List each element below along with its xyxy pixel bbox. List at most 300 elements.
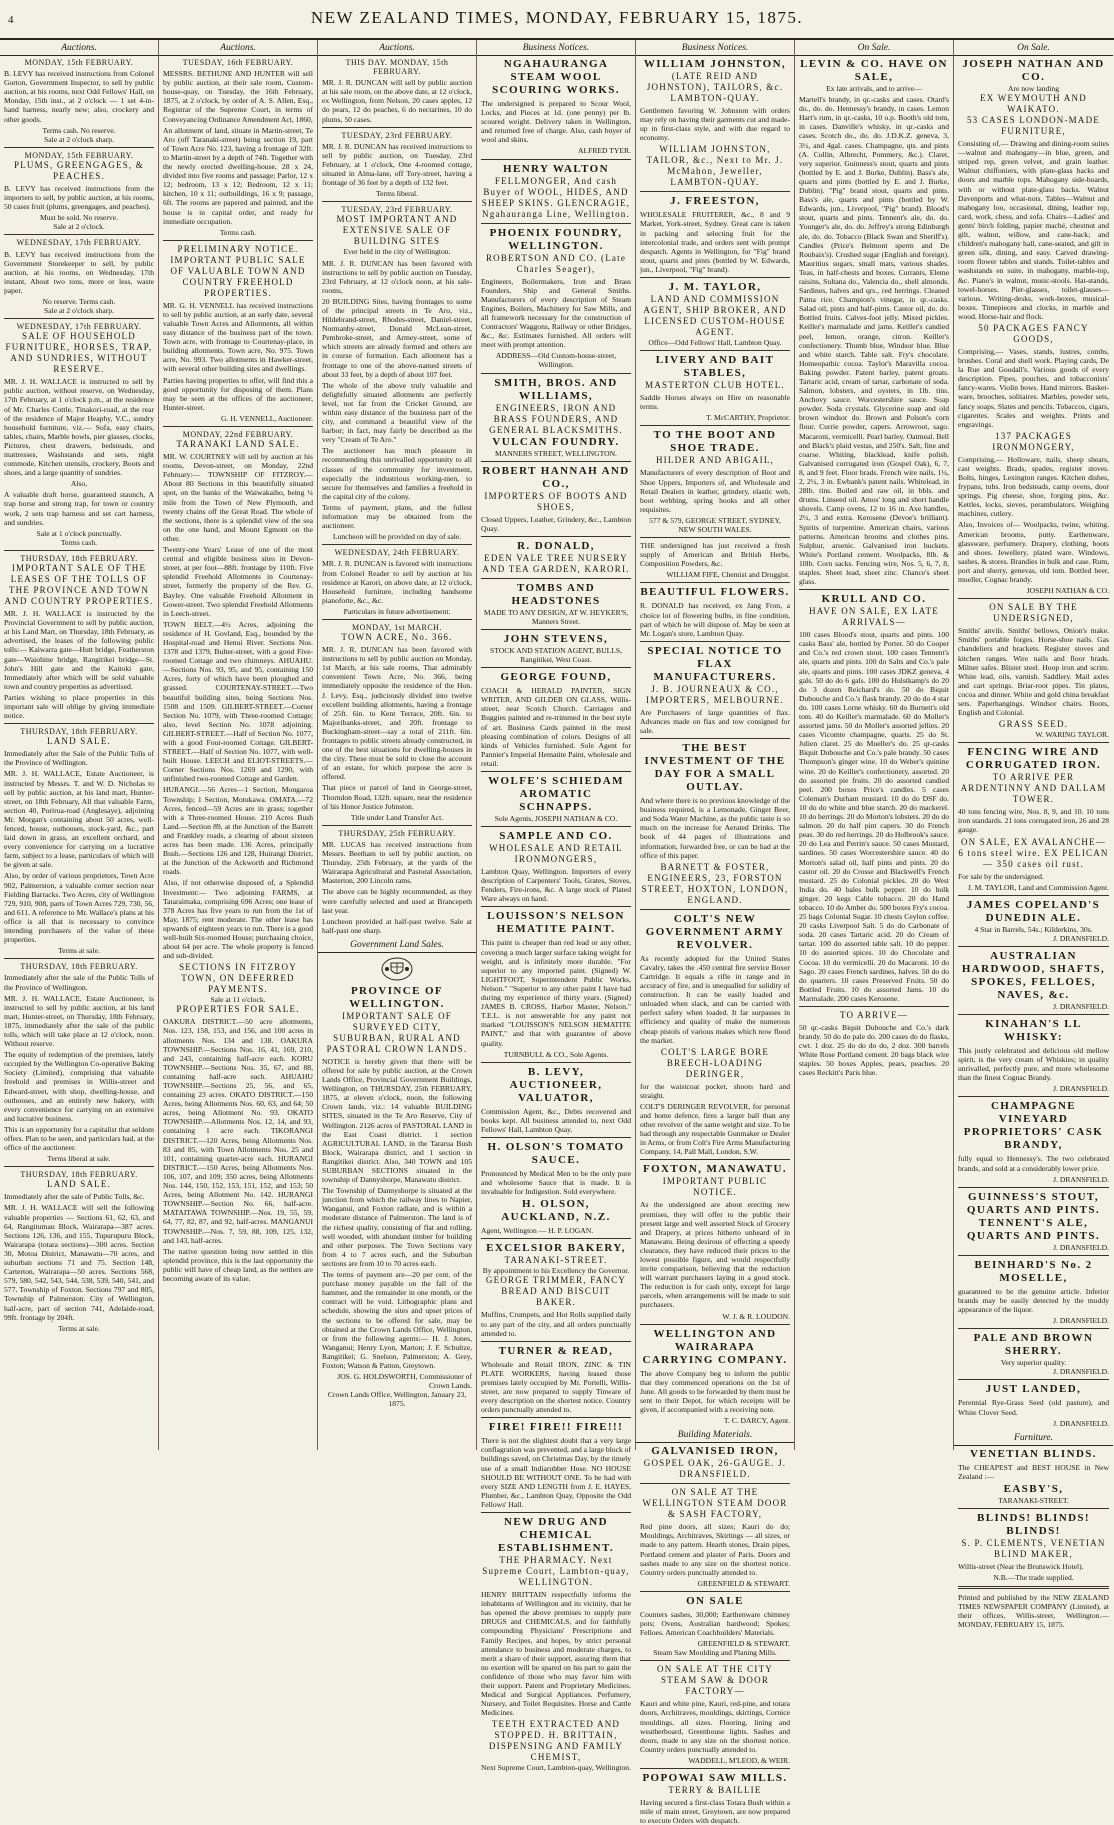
column-header: Business Notices. — [636, 42, 794, 56]
advert-heading: LAND SALE. — [47, 1179, 111, 1190]
advert-headline: TOMBS AND HEADSTONES — [511, 581, 601, 607]
section-header: Building Materials. — [636, 1429, 794, 1443]
advert-body: The whole of the above truly valuable and delightfully situated allotments are perfectly level, not far from the Cricket Ground, are within easy distance of the business part of the city, and command a beautiful view of the harbor; in fact, may fairly be described as the very "Cream of Te Aro." — [322, 380, 472, 445]
advert-note: Ex late arrivals, and to arrive— — [826, 84, 922, 93]
advert-heading: ON SALE BY THE UNDERSIGNED, — [989, 602, 1078, 624]
advert-headline: AUSTRALIAN HARDWOOD, SHAFTS, SPOKES, FELLOES, NAVES, &c. — [961, 949, 1106, 1001]
advert-headline: HENRY WALTON — [503, 162, 609, 175]
advert-note: Terms at sale. — [58, 1323, 100, 1333]
page-title: NEW ZEALAND TIMES, MONDAY, FEBRUARY 15, 1875. — [310, 8, 804, 27]
advert-body: TOWN BELT.—4½ Acres, adjoining the residence of H. Govland, Esq., bounded by the Hospital-road and Henui River. Sections Nos. 1378 and 1379, Bulter-street, with a good Five-roomed Cottage and two chimneys. AHUAHU.—Sections Nos. 93, 95, and 95, containing 150 Acres, forty of which have been ploughed and grassed. COURTENAY-STREET.—Two beautiful building sites, being Sections Nos. 1508 and 1509. GILBERT-STREET.—Corner Section No. 1079, with Three-roomed Cottage; also, level Section No. 1078 adjoining. GILBERT-STREET.—Half of Section No. 1077, with a good Four-roomed Cottage. GILBERT-STREET.—Half of Section No. 1077, with well-built House. LEECH and ELIOT-STREETS.—Corner Sections Nos. 1269 and 1290, with unfinished two-roomed Cottage and Garden. — [163, 619, 313, 784]
divider — [322, 825, 472, 826]
divider — [481, 906, 631, 907]
advert-note: Luncheon will be provided on day of sale. — [332, 532, 462, 542]
advert-date: WEDNESDAY, 17th FEBRUARY. — [16, 238, 142, 248]
advert-headline: B. LEVY, AUCTIONEER, VALUATOR, — [509, 1065, 603, 1104]
advert-headline: PHOENIX FOUNDRY, WELLINGTON. — [489, 226, 623, 252]
advert-date: THIS DAY. MONDAY, 15th FEBRUARY. — [345, 58, 449, 77]
advert-body: MR. J. R. DUNCAN will sell by public auction at his sale room, on the above date, at 12 o'clock, ex Wellington, from Nelson, 20 cases apples, 12 do pears, 12 do peaches, 6 do nectarines, 10 do plums, 50 cases. — [322, 78, 472, 124]
advert-headline: VULCAN FOUNDRY. — [492, 435, 620, 448]
advert-heading: PROPERTIES FOR SALE. — [176, 1004, 300, 1015]
advert-headline: WILLIAM JOHNSTON, — [643, 58, 787, 70]
advert-body: fully equal to Hennessy's. The two celebrated brands, and sold at a considerably lower price. — [958, 1154, 1109, 1173]
advert-body: For sale by the undersigned. — [958, 871, 1044, 881]
column-7 — [954, 40, 1113, 1630]
advert-body: The auctioneer has much pleasure in recommending this unrivalled opportunity to all classes of the community for investment, especially the industrious working-men, to secure for themselves and families a freehold in the capital city of the colony. — [322, 446, 472, 501]
advert-note: Sale at 1 o'clock punctually. — [36, 528, 122, 538]
advert-note: Sale at 2 o'clock. — [53, 222, 105, 232]
advert-body: MR. J. H. WALLACE, Estate Auctioneer, is instructed by Messrs. T. and W. D. Nicholas to sell by public auction, at his land mart, Hunter-street, on 18th February, All that valuable Farm, section 40, Porirua-road (Anglesaye), adjoining Mr. Morgan's containing about 50 acres, well-fenced, house, outhouses, stock-yard, &c., part laid down in grass, an excellent orchard, and every convenience for carrying on a lucrative farm, subject to a lease, particulars of which will be given at sale. — [4, 769, 154, 870]
advert-body: guaranteed to be the genuine article. Inferior brands may be easily detected by the muddy appearance of the liquor. — [958, 1286, 1109, 1315]
advert-headline: TO THE BOOT AND SHOE TRADE. — [653, 429, 777, 455]
advert-headline: SAMPLE AND CO. — [499, 830, 613, 843]
divider — [481, 1341, 631, 1342]
advert-body: Gentlemen favoring W. Johnston with orders may rely on having their garments cut and made-up in first-class style, and with due regard to economy. — [640, 106, 790, 143]
advert-note: Terms cash. — [60, 537, 98, 547]
advert-headline: PROVINCE OF WELLINGTON. — [349, 984, 445, 1010]
advert-note: Must be sold. No reserve. — [39, 213, 119, 223]
advert-date: THURSDAY, 18th FEBRUARY. — [20, 1170, 138, 1180]
advert-headline: POPOWAI SAW MILLS. — [642, 1772, 788, 1784]
divider — [958, 1508, 1109, 1509]
advert-heading: J. B. JOURNEAUX & CO., IMPORTERS, MELBOURNE. — [646, 683, 784, 705]
advert-headline: KINAHAN'S LL WHISKY: — [985, 1018, 1082, 1043]
advert-note: Particulars in future advertisement. — [343, 606, 451, 616]
advert-body: This paint is cheaper than red lead or any other, covering a much larger surface taking weight for weight, and is infinitely more durable. "For superior to any imported paint. (Signed) W. LIGHTFOOT, Superintendent Public Works, Nelson." "Superior to any other paint I have had during my experience of thirty years. (Signed) JAMES B. CROSS, Harbor Master, Nelson." T.E.L. is not answerable for any paint not marked "LOUISSON'S NELSON HEMATITE PAINT," and that with guarantee of above quality. — [481, 938, 631, 1048]
advert-heading: 137 PACKAGES IRONMONGERY, — [992, 430, 1075, 452]
advert-note: MANNERS STREET, WELLINGTON. — [495, 448, 617, 458]
divider — [4, 147, 154, 148]
advert-body: Saddle Horses always on Hire on reasonable terms. — [640, 393, 790, 412]
advert-signature: J. DRANSFIELD. — [1053, 1242, 1109, 1252]
advert-body: MR. J. R. DUNCAN has been favored with instructions to sell by public auction on Tuesday, 23rd February, at 12 o'clock noon, at his sale-rooms, — [322, 258, 472, 295]
page-number: 4 — [8, 14, 14, 26]
advert-headline: VENETIAN BLINDS. — [970, 1447, 1097, 1460]
advert-headline: LIVERY AND BAIT STABLES, — [655, 354, 775, 380]
advert-body: MR. W. COURTNEY will sell by auction at his rooms, Devon-street, on Monday, 22nd February:— TOWNSHIP OF FITZROY.—About 80 Sections in this beautifully situated spot, on the banks of the Waiwakaiho, being ¼ mile from the Town of New Plymouth, and twenty chains off the Great Road. The whole of the sections, there is a splendid view of the sea on the one hand, and Mount Egmont on the other. — [163, 452, 313, 543]
advert-body: MR. LUCAS has received instructions from Messrs. Beetham to sell by public auction, on Thursday, 25th February, at the yards of the Wairarapa Agricultural and Pastoral Association, Masterton, 200 Lincoln rams. — [322, 839, 472, 886]
advert-signature: G. H. VENNELL, Auctioneer. — [220, 413, 313, 423]
advert-signature: W. J. & R. LOUDON. — [722, 1311, 790, 1321]
advert-body: As the undersigned are about erecting new premises, they will offer to the public their present large and well assorted Stock of Grocery and Drapery, at prices hitherto unheard of in Manawatu. Being desirous of effecting a speedy clearance, they have reduced their prices to the lowest possible figure, and would respectfully invite comparison, believing that the reduction will warrant purchasers laying in a good stock. The reduction is for cash only, except for large parcels, when arrangements will be made to suit purchasers. — [640, 1200, 790, 1310]
advert-body: MESSRS. BETHUNE AND HUNTER will sell by public auction, at their sale room, Custom-house-quay, on Tuesday, the 16th February, 1875, at 2 o'clock, by order of A. S. Allen, Esq., Registrar of the Supreme Court, in terms of Conveyancing Ordinance Amendment Act, 1860, — [163, 69, 313, 124]
advert-body: A valuable draft horse, guaranteed staunch, A trap horse and strong trap, for town or country work, 2 sets trap harness and set cart harness, and sundries. — [4, 490, 154, 527]
divider — [958, 1328, 1109, 1329]
advert-signature: GREENFIELD & STEWART. — [697, 1578, 790, 1588]
column-6 — [795, 40, 954, 1450]
divider — [322, 127, 472, 128]
advert-note: Terms liberal at sale. — [47, 1154, 111, 1164]
advert-note: Sale at 2 o'clock sharp. — [44, 306, 114, 316]
advert-body: This is an opportunity for a capitalist that seldom offers. Plan to be seen, and particulars had, at the office of the auctioneer. — [4, 1124, 154, 1153]
double-divider — [958, 1586, 1109, 1589]
advert-note: Office—Odd Fellows' Hall, Lambton Quay. — [648, 338, 782, 348]
advert-heading: MASTERTON CLUB HOTEL. — [645, 380, 785, 391]
advert-headline: KRULL AND CO. — [821, 593, 927, 606]
advert-headline: ON SALE — [686, 1594, 744, 1607]
divider — [958, 946, 1109, 947]
divider — [799, 1006, 949, 1007]
advert-body: 20 BUILDING Sites, having frontages to some of the principal streets in Te Aro, viz., Hildebrand-street, Rhodes-street, Daniel-street, Normanby-street, Donald McLean-street, Pembroke-street, and Armey-street, some of which streets are already formed and others are in course of formation. Each allotment has a frontage to one of the above-named streets of about 33 feet, by a depth of about 107 feet. — [322, 296, 472, 379]
divider — [640, 277, 790, 278]
advert-note: MADE TO ANY DESIGN, AT W. HEYKER'S, Manners Street. — [483, 607, 629, 626]
advert-headline: JAMES COPELAND'S DUNEDIN ALE. — [966, 898, 1101, 924]
advert-date: THURSDAY, 18th FEBRUARY. — [20, 727, 138, 737]
section-header: Government Land Sales. — [318, 939, 476, 953]
advert-headline: FENCING WIRE AND CORRUGATED IRON. — [965, 746, 1102, 772]
divider — [481, 536, 631, 537]
advert-note: Crown Lands Office, Wellington, January 23, 1875. — [327, 1390, 467, 1409]
advert-body: There is not the slightest doubt that a very large conflagration was prevented, and a large block of buildings saved, on Christmas Day, by the timely use of a small Indiarubber Hose. NO HOUSE SHOULD BE WITHOUT ONE. To be had with every SIZE AND LENGTH from J. E. HAYES, Plumber, &c., Lambton Quay, Opposite the Odd Fellows' Hall. — [481, 1436, 631, 1509]
advert-body: The Township of Dannyshorpe is situated at the junction from which the railway lines to Napier, Wanganui, and Foxton radiate, and is within a moderate distance of Palmerston. The land is of the richest quality, consisting of flat and rolling, well wooded, with abundant timber for building and other purposes. The Town Sections vary from 4 to 7 acres each, and the Suburban sections are from 10 to 70 acres each. — [322, 1186, 472, 1268]
advert-body: Commission Agent, &c., Debts recovered and books kept. All business attended to, next Odd Fellows' Hall, Lambton Quay. — [481, 1106, 631, 1134]
advert-heading: HAVE ON SALE, EX LATE ARRIVALS— — [809, 606, 939, 628]
advert-heading: GOSPEL OAK, 26-GAUGE. J. DRANSFIELD. — [643, 1458, 787, 1480]
advert-body: Willis-street (Near the Brunswick Hotel). — [958, 1561, 1084, 1571]
advert-headline: J. FREESTON, — [670, 195, 760, 208]
advert-heading: TO ARRIVE— — [839, 1010, 909, 1020]
divider — [640, 641, 790, 642]
divider — [640, 350, 790, 351]
advert-body: And where there is no previous knowledge of the business required, is a Lemonade, Ginger Beer, and Soda Water Machine, as the public taste is so much on the increase for Aerated Drinks. The book of 44 pages of illustrations and information, forwarded free, or can be had at the office of this paper. — [640, 796, 790, 860]
advert-note: ADDRESS—Old Custom-house-street, Wellington. — [495, 351, 617, 370]
advert-body: COACH & HERALD PAINTER, SIGN WRITER, AND GILDER ON GLASS, Willis-street, near Scotch Church. Carriages and Buggies painted and re-trimmed in the best style of art. Business Cards painted in the most pleasing combination of colors. Designs of all kinds of Vehicles furnished. Sole Agent for Pannier's Imperial Hematite Paint, wholesale and retail. — [481, 686, 631, 768]
advert-heading: ENGINEERS, IRON AND BRASS FOUNDERS, AND GENERAL BLACKSMITHS. — [489, 402, 623, 435]
divider — [163, 240, 313, 241]
advert-heading: TERRY & BAILLIE — [668, 1785, 762, 1795]
divider — [481, 578, 631, 579]
divider — [958, 1096, 1109, 1097]
advert-body: MR. J. R. DUNCAN has been favored with instructions to sell by public auction on Monday, 1st March, at his sale rooms, That admirably convenient Town Acre, No. 366, being immediately opposite the residence of the Hon. J. Levy, Esq., judiciously divided into twelve excellent building allotments, having a frontage of 25ft. 6in. to Kent Terrace, 20ft. 6in. to Majoribanks-street, and 20ft. frontage to Buckingham-street—say a total of 211ft. 6in. frontages to public streets already constructed, in one of the best situations for dwelling-houses in the city. These must be sold to close the account of an estate, for which purpose the acre is offered. — [322, 645, 472, 782]
advert-headline: J. M. TAYLOR, — [668, 281, 762, 294]
advert-heading: SECTIONS IN FITZROY TOWN, ON DEFERRED PAYMENTS. — [179, 962, 297, 995]
divider — [640, 1483, 790, 1484]
advert-headline: GALVANISED IRON, — [651, 1445, 779, 1458]
divider — [481, 1062, 631, 1063]
advert-date: TUESDAY, 23rd FEBRUARY. — [341, 130, 453, 140]
advert-heading: TOWN ACRE, No. 366. — [341, 632, 453, 643]
advert-heading: TARANAKI-STREET. — [504, 1255, 608, 1266]
advert-note: Next Supreme Court, Lambton-quay, Wellington. — [481, 1763, 631, 1773]
advert-heading: SALE OF HOUSEHOLD FURNITURE, HORSES, TRAP, AND SUNDRIES, WITHOUT RESERVE. — [5, 331, 153, 375]
advert-note: Title under Land Transfer Act. — [350, 812, 444, 822]
advert-signature: J. M. TAYLOR, Land and Commission Agent. — [967, 882, 1109, 892]
advert-body: Immediately after the Sale of the Public Tolls of the Province of Wellington. — [4, 749, 154, 768]
advert-body: Parties wishing to place properties in this important sale will oblige by giving immediate notice. — [4, 692, 154, 721]
advert-body: B. LEVY has received instructions from Colonel Gorton, Government Inspector, to sell by public auction, at his rooms, next Odd Fellows' Hall, on Monday, 15th inst., at 2 o'clock — 1 set 4-in-hand harness, nearly new; also, crockery and other goods. — [4, 69, 154, 124]
advert-body: The undersigned is prepared to Scour Wool, Locks, and Pieces at 1d. (one penny) per lb. scoured weight. Delivery taken in Wellington, and returned free of charge. Also, cash buyer of wool and skins. — [481, 99, 631, 145]
advert-body: MR. J. H. WALLACE is instructed to sell by public auction, without reserve, on Wednesday, 17th February, at 1 o'clock p.m., at the residence of Mr. Charles Cottle, Tinakori-road, at the rear of the residence of Major Heaphy, V.C., sundry household furniture, viz.— Sofa, easy chairs, tables, chairs, Marble bowls, pier glasses, clocks, Pictures, chest drawers, bedsteads, and mattresses, Washstands and sets, night commode, Kitchen utensils, crockery, Boots and shoes, and a large quantity of sundries. — [4, 377, 154, 478]
advert-body: Agent, Wellington — H. P. LOGAN. — [481, 1226, 594, 1236]
advert-headline: COLT'S NEW GOVERNMENT ARMY REVOLVER. — [645, 912, 785, 951]
column-header: On Sale. — [795, 42, 953, 56]
advert-headline: SPECIAL NOTICE TO FLAX MANUFACTURERS. — [647, 644, 783, 683]
advert-signature: J. DRANSFIELD. — [1053, 1084, 1109, 1094]
advert-headline: SMITH, BROS. AND WILLIAMS, — [494, 376, 618, 402]
advert-body: Also, Invoices of— Woolpacks, twine, whiting. American brooms, putty. Earthenware, glassware, perfumery. Drapery, clothing, boots and shoes. Jewellery, plated ware. Windows, sashes, & stores. Brandies in bulk and case. Rum, port and sherry, genevas, old tom. Bottled beer, mueller, Cognac brandy. — [958, 520, 1110, 585]
advert-signature: WILLIAM FIFE, Chemist and Druggist. — [666, 570, 790, 580]
advert-note: Very superior quality. — [1000, 1358, 1067, 1368]
advert-signature: T. C. DARCY, Agent. — [723, 1416, 790, 1426]
coat-of-arms-icon — [380, 956, 414, 982]
advert-body: That piece or parcel of land in George-street, Thorndon Road, 132ft. square, near the residence of his Honor Justice Johnston. — [322, 783, 472, 811]
column-header: Auctions. — [318, 42, 476, 56]
advert-date: THURSDAY, 18th FEBRUARY. — [20, 962, 138, 972]
advert-date: WEDNESDAY, 17th FEBRUARY. — [16, 322, 142, 332]
advert-date: TUESDAY, 16th FEBRUARY. — [182, 58, 294, 67]
advert-heading: GRASS SEED. — [998, 719, 1069, 730]
section-header: Furniture. — [954, 1432, 1113, 1446]
advert-heading: HILDER AND ABIGAIL, — [655, 455, 775, 466]
divider — [640, 909, 790, 910]
divider — [640, 1768, 790, 1769]
advert-body: Luncheon provided at half-past twelve. Sale at half-past one sharp. — [322, 916, 472, 935]
advert-heading: 50 PACKAGES FANCY GOODS, — [978, 322, 1089, 344]
advert-heading: GEORGE TRIMMER, FANCY BREAD AND BISCUIT BAKER. — [485, 1275, 627, 1308]
advert-note: STOCK AND STATION AGENT, BULLS, Rangitikei, West Coast. — [489, 645, 622, 665]
divider — [4, 1166, 154, 1167]
advert-body: An allotment of land, situate in Martin-street, Te Aro (off Taranaki-street) being section 19, part of Town Acre No. 123, having a frontage of 32ft. to Martin-street by a depth of 74ft. Together with the newly erected dwelling-house, 28 x 24, divided into five rooms and passage; Parlor, 12 x 12; bedroom, 13 x 12; Bedroom, 12 x 11; kitchen, 10 x 11; outbuildings, 16 x 9; passage, 6ft. The rooms are papered and painted, and the house is in capital order, and ready for immediate occupation. — [163, 125, 313, 226]
advert-heading: (LATE REID AND JOHNSTON), TAILORS, &c. LAMBTON-QUAY. — [646, 71, 784, 103]
advert-body: The above can be highly recommended, as they were carefully selected and used at Brancepeth last year. — [322, 887, 472, 915]
advert-body: Smiths' anvils. Smiths' bellows, Onion's make. Smiths' portable forges. Horse-shoe nails. Gas chandeliers and brackets. Register stoves and kitchen ranges. Wire nails and floor brads. Milner safes. Blister steel. Hoop iron and scrim. White lead, oils, varnish. Saddlery. Mail axles and cart springs. Briar-root pipes. Tin plates, cocoa and dinner. White and gold china breakfast sets. Paperhangings. Windsor chairs. Boots, English and Colonial. — [958, 626, 1109, 718]
advert-body: MR. J. H. WALLACE will sell the following valuable properties — Sections 61, 62, 63, and 64, Rangitumau Block, Wairarapa—387 acres. Sections 126, 136, and 155, Tupurupuru Block, Wairarapa (totara sections)—300 acres. Section 30, Motoa District, Manawatu—70 acres, and suburban sections 71 and 75. Section 148, Carterton, Wairarapa—50 acres. Sections 568, 579, 580, 542, 543, 544, 538, 539, 540, 541, and 577, Township of Foxton. Sections 797 and 805, Township of Palmerston. City of Wellington, half-acre, part of section 741, Adelaide-road, 99ft. frontage by 204ft. — [4, 1203, 154, 1322]
column-header: On Sale. — [954, 42, 1113, 56]
advert-body: As recently adopted for the United States Cavalry, takes the .450 central fire service Boxer Cartridge. It equals a rifle in range and in accuracy of fire, and is unequalled for solidity of construction. It can be easily loaded and unloaded when slack, and can be carried with perfect safety when loaded. It far surpasses in efficiency and quality of make the numerous cheap pistols of various makes which now flood the market. — [640, 953, 790, 1045]
advert-body: WHOLESALE FRUITERER, &c., 8 and 9 Market, York-street, Sydney. Great care is taken in packing and selecting fruit for the intercolonial trade, and orders sent with prompt despatch. Agents in Wellington, for "Fig" brand stout, quarts and pints (bottled by W. Edwards, jun., Liverpool, "Fig" brand). — [640, 210, 790, 274]
advert-body: MR. J. R. DUNCAN is favored with instructions from Colonel Reader to sell by auction at his residence at Karori, on above date, at 12 o'clock, Household furniture, including handsome pianoforte, &c., &c. — [322, 559, 472, 605]
divider — [163, 426, 313, 427]
advert-note: Sole Agents, JOSEPH NATHAN & CO. — [494, 814, 618, 823]
advert-note: Are now landing — [1007, 84, 1060, 93]
advert-body: Parties having properties to offer, will find this a good opportunity for disposing of them. Plans may be seen at the offices of the auctioneer, Hunter-street. — [163, 375, 313, 412]
advert-body: B. LEVY has received instructions from the importers to sell, by public auction, at his rooms, 50 cases fruit (plums, greengages, and peaches). — [4, 183, 154, 212]
advert-heading: IMPORTANT SALE OF SURVEYED CITY, SUBURBAN, RURAL AND PASTORAL CROWN LANDS. — [326, 1010, 468, 1054]
divider — [640, 425, 790, 426]
advert-headline: BEINHARD'S No. 2 MOSELLE, — [974, 1258, 1093, 1284]
divider — [481, 629, 631, 630]
advert-signature: JOSEPH NATHAN & CO. — [1026, 586, 1109, 596]
advert-date: MONDAY, 1st MARCH. — [352, 622, 442, 632]
divider — [481, 771, 631, 772]
advert-headline: JUST LANDED, — [985, 1383, 1082, 1396]
advert-signature: JOS. G. HOLDSWORTH, Commissioner of Crown Lands. — [337, 1372, 472, 1391]
masthead — [0, 0, 1114, 40]
advert-heading: IMPORTERS OF BOOTS AND SHOES, — [484, 490, 628, 512]
divider — [958, 598, 1109, 599]
column-2 — [159, 40, 318, 1450]
advert-date: TUESDAY, 23rd FEBRUARY. — [341, 205, 453, 215]
advert-headline: GUINNESS'S STOUT, QUARTS AND PINTS. TENNENT'S ALE, QUARTS AND PINTS. — [966, 1190, 1101, 1242]
advert-date: THURSDAY, 25th FEBRUARY. — [338, 828, 456, 838]
advert-headline: FOXTON, MANAWATU. — [642, 1163, 788, 1176]
advert-note: Terms at sale. — [58, 946, 100, 956]
advert-body: MR. J. R. DUNCAN has received instructions to sell by public auction, on Tuesday, 23rd February, at 1 o'clock, One 4-roomed cottage, situated in Alma-lane, off Tory-street, having a frontage of 36 feet by a depth of 132 feet. — [322, 141, 472, 188]
advert-date: MONDAY, 22nd FEBRUARY. — [182, 430, 294, 439]
advert-headline: GEORGE FOUND, — [500, 671, 612, 684]
advert-note: Terms cash. — [219, 227, 257, 237]
advert-note: By appointment to his Excellency the Governor. — [482, 1266, 630, 1276]
divider — [640, 1159, 790, 1160]
divider — [640, 582, 790, 583]
advert-body: HURANGI.—56 Acres—1 Section, Mongaroa Township; 1 Section, Motukawa. OMATA.—72 Acres, fenced—59 Acres are in grass; together with a Three-roomed House. 210 Acres Bush Land.—Section 89, at the Junction of the Barrett and Frankley roads, a clearing of about sixteen acres has been made. 136 Acres, principally Bush.—Sections 126 and 128, Huirangi District, at the Junction of the Ackworth and Richmond roads. — [163, 785, 313, 877]
advert-body: Having secured a first-class Totara Bush within a mile of main street, Greytown, are now prepared to execute Orders with despatch. — [640, 1798, 790, 1825]
advert-headline: LEVIN & CO. HAVE ON SALE, — [800, 58, 948, 83]
advert-body: The CHEAPEST and BEST HOUSE in New Zealand :— — [958, 1462, 1109, 1481]
divider — [481, 1137, 631, 1138]
divider — [4, 550, 154, 551]
advert-signature: W. WARING TAYLOR. — [1035, 730, 1109, 740]
advert-body: Counters sashes, 30,000; Earthenware chimney pots; Ovens, Australian hardwood; Spokes; Felloes. American Coachbuilders' Materials. — [640, 1609, 790, 1638]
advert-headline: TURNER & READ, — [498, 1344, 614, 1357]
divider — [481, 373, 631, 374]
advert-body: COLT'S DERINGER REVOLVER, for personal and home defence, fires a larger ball than any other revolver of the same weight and size. To be had through any respectable Gunmaker or Dealer in Arms, or from Colt's Fire Arms Manufacturing Company, 14, Pall Mall, London, S.W. — [640, 1101, 790, 1157]
advert-body: Also, if not otherwise disposed of, a Splendid Investment:— Two adjoining FARMS, at Tataraimaka, comprising 696 Acres; one lease of 378 Acres has five years to run from the 1st of May, 1875; rent moderate. The other lease has upwards of eighteen years to run. There is a good well-built Six-roomed House; purchasing choice, about 64 per acre. The whole property is fenced and sub-divided. — [163, 878, 314, 961]
advert-headline: NGAHAURANGA STEAM WOOL SCOURING WORKS. — [492, 58, 620, 96]
divider — [640, 738, 790, 739]
advert-note: TURNBULL & CO., Sole Agents. — [503, 1049, 609, 1059]
advert-headline: ROBERT HANNAH AND CO., — [482, 464, 630, 490]
advert-note: Sale at 2 o'clock sharp. — [44, 134, 114, 144]
column-header: Auctions. — [0, 42, 158, 56]
advert-heading: WHOLESALE AND RETAIL IRONMONGERS, — [489, 843, 623, 865]
advert-heading: ON SALE AT THE CITY STEAM SAW & DOOR FACTORY— — [657, 1664, 773, 1697]
advert-signature: J. DRANSFIELD. — [1053, 1001, 1109, 1011]
advert-body: 50 qr.-casks Biquit Dubouche and Co.'s dark brandy. 50 do do pale do. 200 cases do do flasks, cwt. 1 doz. 25 do do do do, 2 doz. 300 barrels White Rose Portland cement. 20 bags black wire staples. 50 boxes Apples, pears, peaches. 20 cases Reckitt's Paris blue. — [799, 1023, 949, 1078]
divider — [481, 223, 631, 224]
advert-heading: TARANAKI LAND SALE. — [176, 439, 300, 450]
advert-headline: JOSEPH NATHAN AND CO. — [962, 58, 1105, 83]
advert-body: Muffins, Crumpets, and Hot Rolls supplied daily to any part of the city, and all orders punctually attended to. — [481, 1310, 631, 1338]
advert-signature: ALFRED TYER. — [577, 146, 631, 156]
column-5 — [636, 40, 795, 1825]
advert-headline: JOHN STEVENS, — [503, 632, 609, 645]
advert-note: 4 Star in Barrels, 54s.; Kilderkins, 30s. — [974, 924, 1093, 934]
advert-headline: H. OLSON'S TOMATO SAUCE. — [487, 1140, 625, 1166]
advert-heading: MOST IMPORTANT AND EXTENSIVE SALE OF BUILDING SITES — [336, 214, 458, 247]
advert-heading: EDEN VALE TREE NURSERY AND TEA GARDEN, KARORI. — [482, 552, 630, 574]
advert-date: WEDNESDAY, 24th FEBRUARY. — [334, 548, 460, 558]
column-header: Auctions. — [159, 42, 317, 56]
advert-body: The native question being now settled in this splendid province, this is the last opportunity the public will have of cheap land, as the settlers are becoming aware of its value. — [163, 1246, 313, 1283]
divider — [958, 1379, 1109, 1380]
divider — [322, 544, 472, 545]
advert-heading: BARNETT & FOSTER, ENGINEERS, 23, FORSTON STREET, HOXTON, LONDON, ENGLAND. — [641, 861, 789, 905]
advert-note: Terms liberal. — [375, 189, 419, 199]
advert-headline: EASBY'S, — [1003, 1482, 1064, 1495]
advert-date: THURSDAY, 18th FEBRUARY. — [20, 553, 138, 563]
column-3 — [318, 40, 477, 1450]
advert-body: Comprising,— Vases, stands, lustres, combs, brushes. Coral and shell work. Playing cards, De la Rue and Goodall's. Various goods of every description. Pipes, pouches, and tobacconists' fancy-wares. Violin bows. Hand mirrors. Basket-ware, brooches, solitaires. Marbles, powder sets, fancy soaps. Slates and pencils. Tobaccos, cigars, cigarettes. Scales and weights. Prints and engravings. — [958, 346, 1109, 429]
advert-body: MR. J. H. WALLACE is instructed by the Provincial Government to sell by public auction, at his Land Mart, on Thursday, 18th February, as advertised, the leases of the following public tolls:— Kaiwarra gate—Hutt bridge, Featherston gate—Waiohine bridge, Rangitikei bridge—St. John's Hill gate and the Kaitoki gate, Immediately after which will be sold valuable town and country properties as advertised. — [4, 609, 154, 691]
advert-note: Sale at 11 o'clock. — [210, 995, 266, 1005]
advert-heading: PLUMS, GREENGAGES, & PEACHES. — [13, 159, 144, 181]
advert-body: R. DONALD has received, ex Jang Fron, a choice lot of flowering bulbs, in fine condition, part of which he will dispose of. May be seen at Mr. Logan's store, Lambton Quay. — [640, 601, 790, 638]
advert-body: The equity of redemption of the premises, lately occupied by the Wellington Co-operative Baking Society (Limited), comprising that valuable freehold and premises in Willis-street and Edward-street, with shop, dwelling-house, and outhouses, and an entirely new bakery, with every convenience for carrying on an extensive and lucrative business. — [4, 1050, 154, 1123]
divider — [640, 537, 790, 538]
advert-date: MONDAY, 15th FEBRUARY. — [24, 150, 134, 160]
divider — [958, 1255, 1109, 1256]
divider — [481, 461, 631, 462]
advert-heading: THE PHARMACY. Next Supreme Court, Lambton-quay, WELLINGTON. — [482, 1555, 630, 1588]
advert-body: Immediately after the sale of the Public Tolls of the Province of Wellington. — [4, 973, 154, 992]
advert-heading: FELLMONGER, And cash Buyer of WOOL, HIDES, AND SHEEP SKINS. GLENCRAGIE, Ngahauranga Line, Wellington. — [481, 175, 631, 219]
divider — [958, 895, 1109, 896]
advert-body: Consisting of,— Drawing and dining-room suites—walnut and mahogany—in blue, green, and striped rep, green velvet, and grain leather. Walnut chiffoniers, with plate-glass backs and doors and marble tops. Mahogany side-boards, with or without plate-glass backs. Walnut Davenports and what-nots. Tables—Walnut and mahogany loo, occasional, dining, leather top, card, work, chess, and sofa. Chairs—Ladies' and gents' birch folding, papier maché, chestnut and gilt, walnut, willow, and cane-back; and children's mahogany hall, cane-seated, and gilt in green silk, dining, and easy. Carved drawing-room flower tables and stands. Toilet-tables and washstands en suite, in mahogany, marble-top, &c. Piano's in walnut, music-stools. Hat-stands, towel-horses. Pier-glasses, toilet-glasses—various. Writing-desks, work-boxes, musical-boxes. Timepieces and clocks, in marble and wood. Horse-hair and flock. — [958, 139, 1109, 321]
advert-body: Lambton Quay, Wellington. Importers of every description of Carpenters' Tools, Grates, Stoves, Fenders, Fire-irons, &c. A large stock of Plated Ware always on hand. — [481, 867, 631, 904]
advert-body: Immediately after the sale of Public Tolls, &c. — [4, 1192, 145, 1202]
advert-headline: EXCELSIOR BAKERY, — [486, 1242, 626, 1255]
divider — [640, 1660, 790, 1661]
advert-body: B. LEVY has received instructions from the Government Storekeeper to sell, by public auction, at his rooms, on Wednesday, 17th instant, About two tons, more or less, waste paper. — [4, 249, 154, 295]
advert-body: HENRY BRITTAIN respectfully informs the inhabitants of Wellington and its vicinity, that he has opened the above premises to supply pure DRUGS and CHEMICALS, and for faithfully compounding Physicians' Prescriptions and Family Recipes, and hopes, by strict personal attendance to business and moderate charges, to merit a share of their support, assuring them that no exertion will be spared on his part to gain the confidence of those who may favor him with their support. Patent and Proprietary Medicines. Medical and Surgical Appliances. Perfumery, Nursery, and Toilet Requisites. Horse and Cattle Medicines. — [481, 1590, 631, 1718]
divider — [481, 667, 631, 668]
divider — [481, 1512, 631, 1513]
advert-body: The above Company beg to inform the public that they commenced operations on the 1st of June. All goods to be forwarded by them must be sent to their Depot, for which receipts will be given, if accompanied with a receiving note. — [640, 1368, 790, 1415]
advert-body: 100 cases Blood's stout, quarts and pints. 100 casks Bass' ale, bottled by Porter. 50 do Cooper and Co.'s red crown stout. 100 cases Tennent's ale, quarts and pints. 100 do Salts and Co.'s pale ale, quarts and pints. 100 cases JDKZ geneva, 4 gals. 50 do do 6 gals. 100 do Hulstkamp's do 20 do 3 dozen Reichard's do. 50 do Biquit Dubouche and Co.'s flask brandy. 20 do do 4 star do. 100 cases Lorne whisky. 60 do Burnett's old tom. 40 do Keiller's marmalade. 60 do Moller's assorted jams. 50 do Moller's assorted jellies. 20 cases Vicomte champagne, quarts. 25 do St. Julien claret. 25 do Mueller's do. 25 qr-casks Biquit Dubouche and Co.'s pale brandy. 50 cases Thompson's ginger wine. 10 do Weber's quinine wine. 20 do Keiller's confectionery, assorted. 20 do assorted pie fruits. 20 do assorted candied peel. 200 boxes Price's candles. 5 cases Coleman's Durham mustard. 10 do do DSF do. 10 do do white and blue starch. 20 do mackerel. 10 do herrings. 20 do Morton's lobsters. 20 do do salmon. 20 do half pint capers. 30 do French peas. 30 do red herrings. 20 do Holbrook's sauce. 20 do Lea and Perrin's sauce. 50 cases Mustard, sardines. 50 cases Worcestershire sauce. 40 do Morton's salad oil, half pints and pints. 20 do castor oil. 20 do Crosse and Blackwell's French mustard. 25 do Colonial pickles. 20 do West India do. 40 bales bulk pepper. 10 do bulk ginger. 20 kegs Cable tobacco. 20 do Hand tobacco. 10 do Amber do. 500 boxes Fry's cocoa. 25 bags Colonial Sugar. 10 chests Ceylon coffee. 20 casks Liverpool Salt. 5 do do Carbonate of soda. 20 cases Tartaric acid. 20 do Cream of tartar. 100 do assorted table salt. 10 do pepper. 10 do assorted spices. 10 do Chocolate and Cocoa. 10 do vermicelli. 20 do Macaroni. 10 do Sago. 20 cases French sardines, halves. 50 do do do quarters. 10 cases Preserved Fruits. 50 do Bottled Fruits. 10 do assorted Jams. 10 do Marmalade. 200 cases Kerosene. — [799, 630, 949, 1003]
divider — [4, 234, 154, 235]
divider — [4, 958, 154, 959]
divider — [958, 742, 1109, 743]
advert-heading: S. P. CLEMENTS, VENETIAN BLIND MAKER, — [961, 1537, 1106, 1559]
advert-body: THE undersigned has just received a fresh supply of American and British Herbs, Composition Powders, &c. — [640, 541, 790, 569]
divider — [958, 1187, 1109, 1188]
advert-heading: TO ARRIVE PER ARDENTINNY AND DALLAM TOWER. — [960, 772, 1107, 805]
advert-date: MONDAY, 15th FEBRUARY. — [24, 58, 134, 67]
advert-note: No reserve. Terms cash. — [42, 296, 116, 306]
divider — [481, 1238, 631, 1239]
divider — [958, 1014, 1109, 1015]
advert-heading: TEETH EXTRACTED AND STOPPED. H. BRITTAIN, DISPENSING AND FAMILY CHEMIST, — [488, 1719, 624, 1763]
advert-headline: BLINDS! BLINDS! BLINDS! — [977, 1511, 1090, 1537]
column-header: Business Notices. — [477, 42, 635, 56]
advert-signature: J. DRANSFIELD. — [1053, 1418, 1109, 1428]
advert-signature: J. DRANSFIELD. — [1053, 1367, 1109, 1377]
advert-headline: CHAMPAGNE VINEYARD PROPRIETORS' CASK BRANDY, — [963, 1100, 1104, 1152]
advert-heading: IMPORTANT PUBLIC SALE OF VALUABLE TOWN AND COUNTRY FREEHOLD PROPERTIES. — [170, 254, 306, 298]
advert-heading: 53 CASES LONDON-MADE FURNITURE, — [966, 115, 1100, 137]
advert-note: Also, — [70, 479, 88, 489]
advert-body: Are Purchasers of large quantities of flax. Advances made on flax and tow consigned for sale. — [640, 707, 790, 735]
advert-headline: FIRE! FIRE!! FIRE!!! — [488, 1421, 624, 1434]
advert-heading: EX WEYMOUTH AND WAIKATO. — [980, 93, 1087, 115]
advert-heading: ON SALE AT THE WELLINGTON STEAM DOOR & SASH FACTORY, — [642, 1487, 788, 1520]
advert-heading: COLT'S LARGE BORE BREECH-LOADING DERINGER, — [660, 1046, 770, 1079]
divider — [640, 1324, 790, 1325]
advert-body: Martell's brandy, in qr.-casks and cases. Otard's do., do. do. Hennessy's brandy, in cases. Lemon Hart's rum, in qr.-casks, 10 o.p. Booth's old tom, in cases. Danville's whisky, in qr.-casks and cases. Scotch do., do. do. J.D.K.Z. geneva, 3, 3½, and 4gal. cases. Champagne, qts. and pints (A. Collin, Albrecht, Pommery, &c.). Claret, very superior. Guinness's stout, quarts and pints (bottled by E. and J. Burke, Dublin). Bass's ale, quarts and pints (bottled by E. and J. Burke, Dublin). "Pig" brand stout, quarts and pints. Bass's ale, quarts and pints (bottled by W. Edwards, jun., Liverpool, "Pig" brand). Blood's stout, quarts and pints. Tennent's ale, do. do. Younger's ale, do. do. Jeffrey's strong Edinburgh ale, do. do. Tobacco (Black Swan and Sheriff's). Candles (Price's Belmont sperm and De Roubaix's). Crushed sugar (English and foreign). Mauritius sugars, small mats, various shades. Teas, in half-chests and boxes. Currants, Eleme raisins, Sultana do., Valencia do., shell almonds. Sardines, halves and qrs., red herrings. Cleaned Patna rice. Champion's vinegar, in qr.-casks. Salad oil, pints and half-pints. Castor oil, do. do. Bottled fruits. Calves-foot jelly. Mixed pickles. Keiller's marmalade and jams. Keiller's candied peel, lemon, orange, citron. Keiller's confectionery. Thumb blue, Windsor blue. Blue and white starch. Table salt. Fry's chocolate. Homeopathic cocoa. Taylor's Maravilla cocoa. Baking powder. Patent barley, patent groats. Tartaric acid, cream of tartar, carbonate of soda. Salmon, lobsters, and oysters, in 1lb. tins. Anchovy sauce. Worcestershire sauce. Soap powder. Soda crystals. Glycerine soap and old brown windsor do. Brown and Polson's corn flour. Currie powder, capers. Arrowroot, sago. Macaroni, vermicelli. Pearl barley. Oatmeal. Bell and Black's plaid vestas, and 250's. Salt, fine and coarse. Whiting, blacklead, knife polish. Galvanised corrugated iron (Gospel Oak), 6, 7, 8, and 9 feet. Floor brads. French wire nails, 1¼, 2, 2½, 3 in. Ewbank's patent nails. Whitelead, in 28lb. tins. Boiled and raw oil, in bbls. and drums. Linseed oil. Amos' long and short handle shovels. Camp ovens, 12 to 16 in. Axe handles, 2½, 3 and extra. Kerosene (Devoe's brilliant). Spirits of turpentine. American chairs, various patterns. American brooms and clothes pins. Sulphur, arsenic. Galvanised iron buckets. White's Portland cement. Woolpacks, 8lb. & 10lb. Corn sacks. Fencing wire, Nos. 5, 6, 7, 8, staples. Sheet lead, sheet zinc. Chance's sheet glass. — [799, 95, 949, 587]
advert-body: Red pine doors, all sizes; Kauri do do; Mouldings, Architraves, Skirtings — all sizes, or made to any pattern. Hearth stones, Drain pipes, Portland cement and plaster of Paris. Doors and sashes made to any size on the shortest notice. Country orders punctually attended to. — [640, 1522, 790, 1577]
advert-body: Comprising,— Holloware, nails, sheep shears, cast weights. Brads, spades, register stoves. Bolts, hinges, Lexington ranges. Kitchen dishes, frypans, tubs. Iron bedsteads, camp ovens, door springs. Pig cheese, shoe, forging pins, &c. Kettles, locks, sieves, perambulators. Weighing machines, cutlery. — [958, 454, 1109, 519]
advert-note: Steam Saw Moulding and Planing Mills. — [653, 1648, 777, 1658]
advert-heading: IMPORTANT SALE OF THE LEASES OF THE TOLLS OF THE PROVINCE AND TOWN AND COUNTRY PROPERTIES. — [4, 563, 154, 607]
advert-heading: IMPORTANT PUBLIC NOTICE. — [662, 1176, 768, 1198]
advert-body: MR. G. H. VENNELL has received instructions to sell by public auction, at an early date, several valuable Town Acres and Allotments, all within easy distance of the business part of the town. Town acre, with frontage to Courtenay-place, in building allotments. Town acre, No. 975. Town acre, No. 993. Two allotments in Hawker-street, with several other building sites and dwellings. — [163, 300, 313, 374]
columns — [0, 40, 1114, 1825]
advert-headline: BEAUTIFUL FLOWERS. — [640, 586, 790, 599]
advert-body: Manufacturers of every description of Boot and Shoe Uppers, Importers of, and Wholesale and Retail Dealers in leather, grindery, elastic web, boot webbing, spring hooks and all other requisites. — [640, 468, 790, 514]
advert-headline: NEW DRUG AND CHEMICAL ESTABLISHMENT. — [497, 1516, 615, 1555]
advert-headline: H. OLSON, AUCKLAND, N.Z. — [501, 1198, 611, 1224]
advert-body: Printed and published by the NEW ZEALAND TIMES NEWSPAPER COMPANY (Limited), at their offices, Willis-street, Wellington.—MONDAY, FEBRUARY 15, 1875. — [958, 1593, 1109, 1630]
advert-body: Wholesale and Retail IRON, ZINC & TIN PLATE WORKERS, having leased those premises lately occupied by Mr. Portelli, Willis-street, are now prepared to supply Tinware of every description on the shortest notice. Country orders punctually attended to. — [481, 1359, 631, 1415]
divider — [481, 159, 631, 160]
advert-body: NOTICE is hereby given that there will be offered for sale by public auction, at the Crown Lands Office, Provincial Government Buildings, Wellington, on THURSDAY, 25th FEBRUARY, 1875, at eleven o'clock, noon, the following Crown lands, viz.: 14 valuable BUILDING SITES, situated in the Te Aro Reserve, City of Wellington. 2126 acres of PASTORAL LAND in the East Coast district. 1 section AGRICULTURAL LAND, in the Tararua Bush Block, Wairarapa district, and 1 section in Rangitikei district. Also, 340 TOWN and 105 SUBURBAN SECTIONS situated in the township of Dannyshorpe, Manawatu district. — [322, 1056, 472, 1185]
advert-heading: ROBERTSON AND CO. (Late Charles Seager), — [485, 252, 627, 274]
advert-body: 40 tons fencing wire, Nos. 8, 9, and 10. 10 tons iron standards. 21 tons corrugated iron, 26 and 28 gauge. — [958, 807, 1109, 835]
advert-body: Terms of payment, plans, and the fullest information may be obtained from the auctioneer. — [322, 502, 472, 531]
advert-note: N.B.—The trade supplied. — [993, 1573, 1074, 1583]
advert-body: Perennial Rye-Grass Seed (old pasture), and White Clover Seed. — [958, 1398, 1109, 1417]
